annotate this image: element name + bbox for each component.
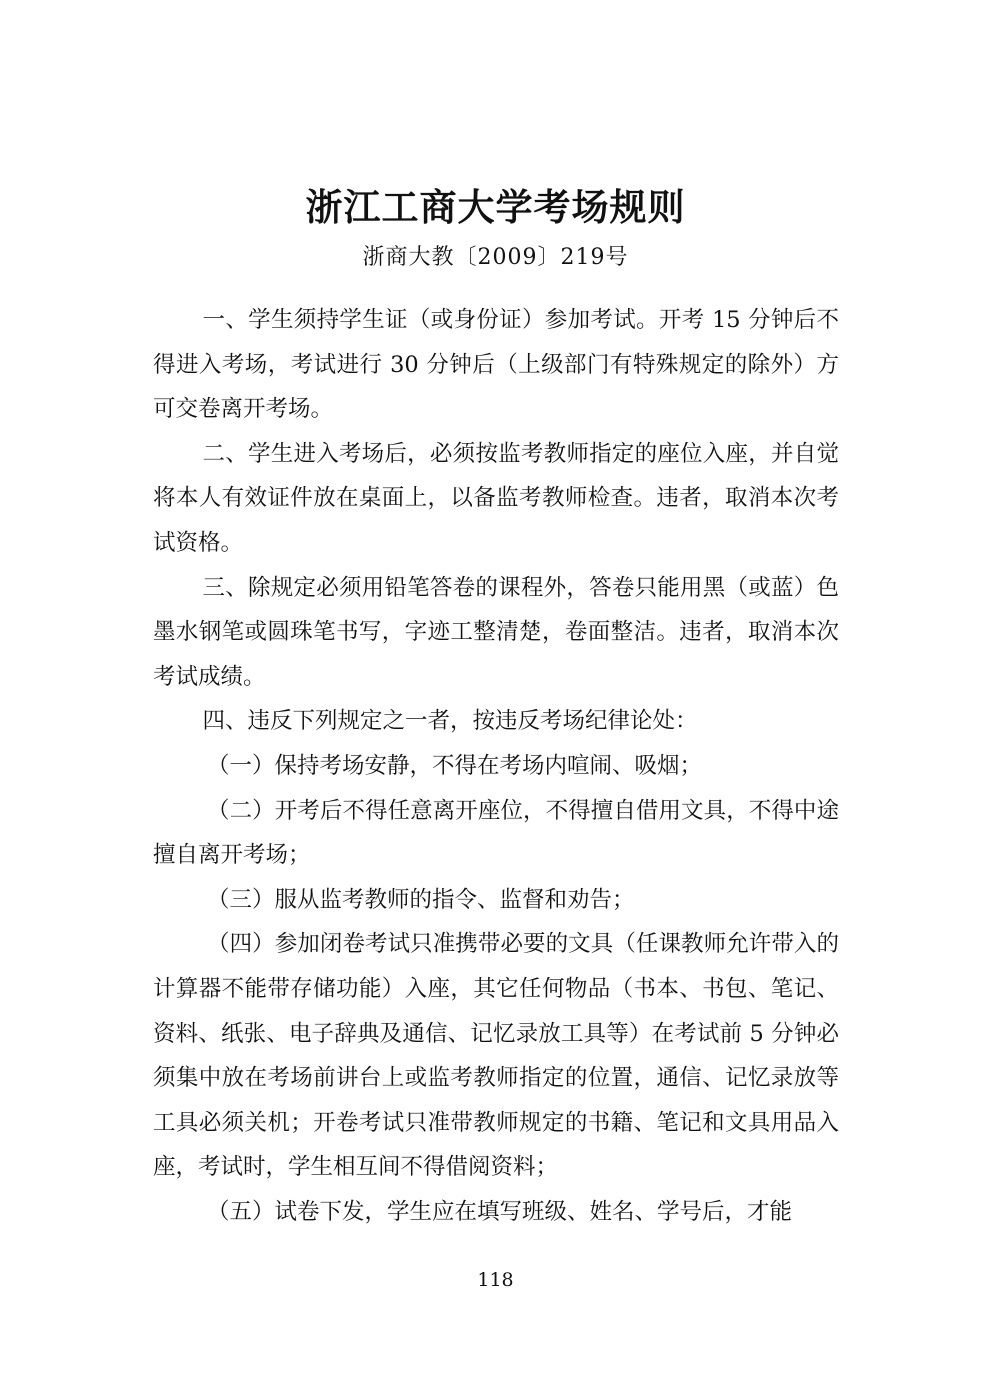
rule-paragraph-2: 二、学生进入考场后，必须按监考教师指定的座位入座，并自觉将本人有效证件放在桌面上，以备监考教师检查。违者，取消本次考试资格。	[153, 440, 839, 556]
rule-item-3: （三）服从监考教师的指令、监督和劝告；	[207, 886, 635, 913]
document-body	[153, 298, 839, 1234]
rule-paragraph-3: 三、除规定必须用铅笔答卷的课程外，答卷只能用黑（或蓝）色墨水钢笔或圆珠笔书写，字迹工整清楚，卷面整洁。违者，取消本次考试成绩。	[153, 574, 839, 690]
rule-paragraph-4: 四、违反下列规定之一者，按违反考场纪律论处：	[202, 708, 698, 735]
rule-item-2: （二）开考后不得任意离开座位，不得擅自借用文具，不得中途擅自离开考场；	[153, 797, 839, 869]
document-title: 浙江工商大学考场规则	[305, 184, 686, 229]
page-number: 118	[477, 1269, 514, 1291]
document-number: 浙商大教〔2009〕219号	[362, 245, 629, 270]
rule-item-1: （一）保持考场安静，不得在考场内喧闹、吸烟；	[207, 752, 703, 779]
rule-item-4: （四）参加闭卷考试只准携带必要的文具（任课教师允许带入的计算器不能带存储功能）入座，其它任何物品（书本、书包、笔记、资料、纸张、电子辞典及通信、记忆录放工具等）在考试前 5 分钟必须集中放在考场前讲台上或监考教师指定的位置，通信、记忆录放等工具必须关机；开卷考试只准带教师规定的书籍、笔记和文具用品入座，考试时，学生相互间不得借阅资料；	[153, 931, 839, 1181]
rule-paragraph-1: 一、学生须持学生证（或身份证）参加考试。开考 15 分钟后不得进入考场，考试进行 30 分钟后（上级部门有特殊规定的除外）方可交卷离开考场。	[153, 307, 839, 423]
rule-item-5: （五）试卷下发，学生应在填写班级、姓名、学号后，才能	[207, 1198, 793, 1225]
